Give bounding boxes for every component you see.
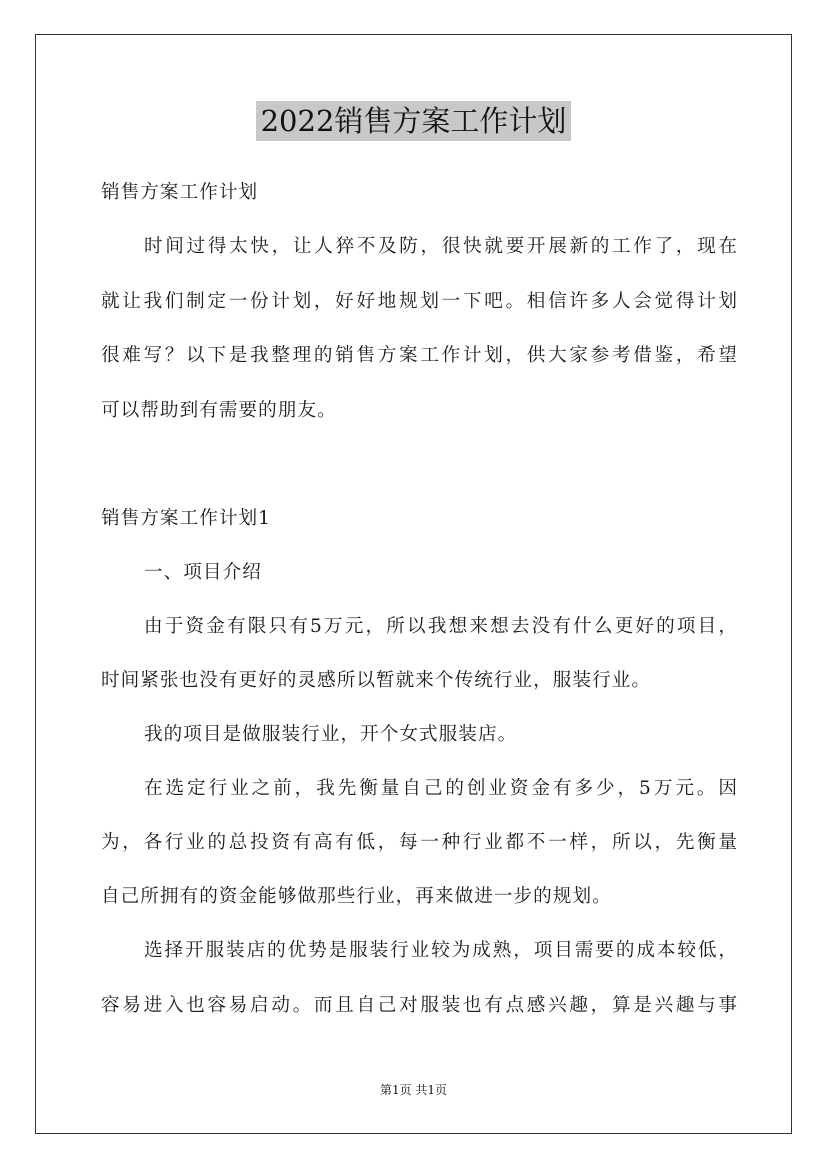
body-line-1: 由于资金有限只有5万元，所以我想来想去没有什么更好的项目， <box>144 616 737 637</box>
intro-line-3: 很难写？以下是我整理的销售方案工作计划，供大家参考借鉴，希望 <box>101 345 737 366</box>
section-heading: 销售方案工作计划1 <box>101 508 272 529</box>
intro-line-4: 可以帮助到有需要的朋友。 <box>101 400 337 421</box>
body-line-2: 时间紧张也没有更好的灵感所以暂就来个传统行业，服装行业。 <box>101 670 652 691</box>
body-line-5: 为，各行业的总投资有高有低，每一种行业都不一样，所以，先衡量 <box>101 832 737 853</box>
body-line-6: 自己所拥有的资金能够做那些行业，再来做进一步的规划。 <box>101 886 612 907</box>
subtitle: 销售方案工作计划 <box>101 182 259 203</box>
body-line-4: 在选定行业之前，我先衡量自己的创业资金有多少，5万元。因 <box>144 778 737 799</box>
document-title: 2022销售方案工作计划 <box>256 101 571 141</box>
body-line-8: 容易进入也容易启动。而且自己对服装也有点感兴趣，算是兴趣与事 <box>101 995 737 1016</box>
page-number-footer: 第1页 共1页 <box>379 1083 448 1097</box>
intro-line-1: 时间过得太快，让人猝不及防，很快就要开展新的工作了，现在 <box>144 236 737 257</box>
intro-line-2: 就让我们制定一份计划，好好地规划一下吧。相信许多人会觉得计划 <box>101 291 737 312</box>
body-line-3: 我的项目是做服装行业，开个女式服装店。 <box>144 724 518 745</box>
body-line-7: 选择开服装店的优势是服装行业较为成熟，项目需要的成本较低， <box>144 940 737 961</box>
item-heading: 一、项目介绍 <box>144 562 262 583</box>
